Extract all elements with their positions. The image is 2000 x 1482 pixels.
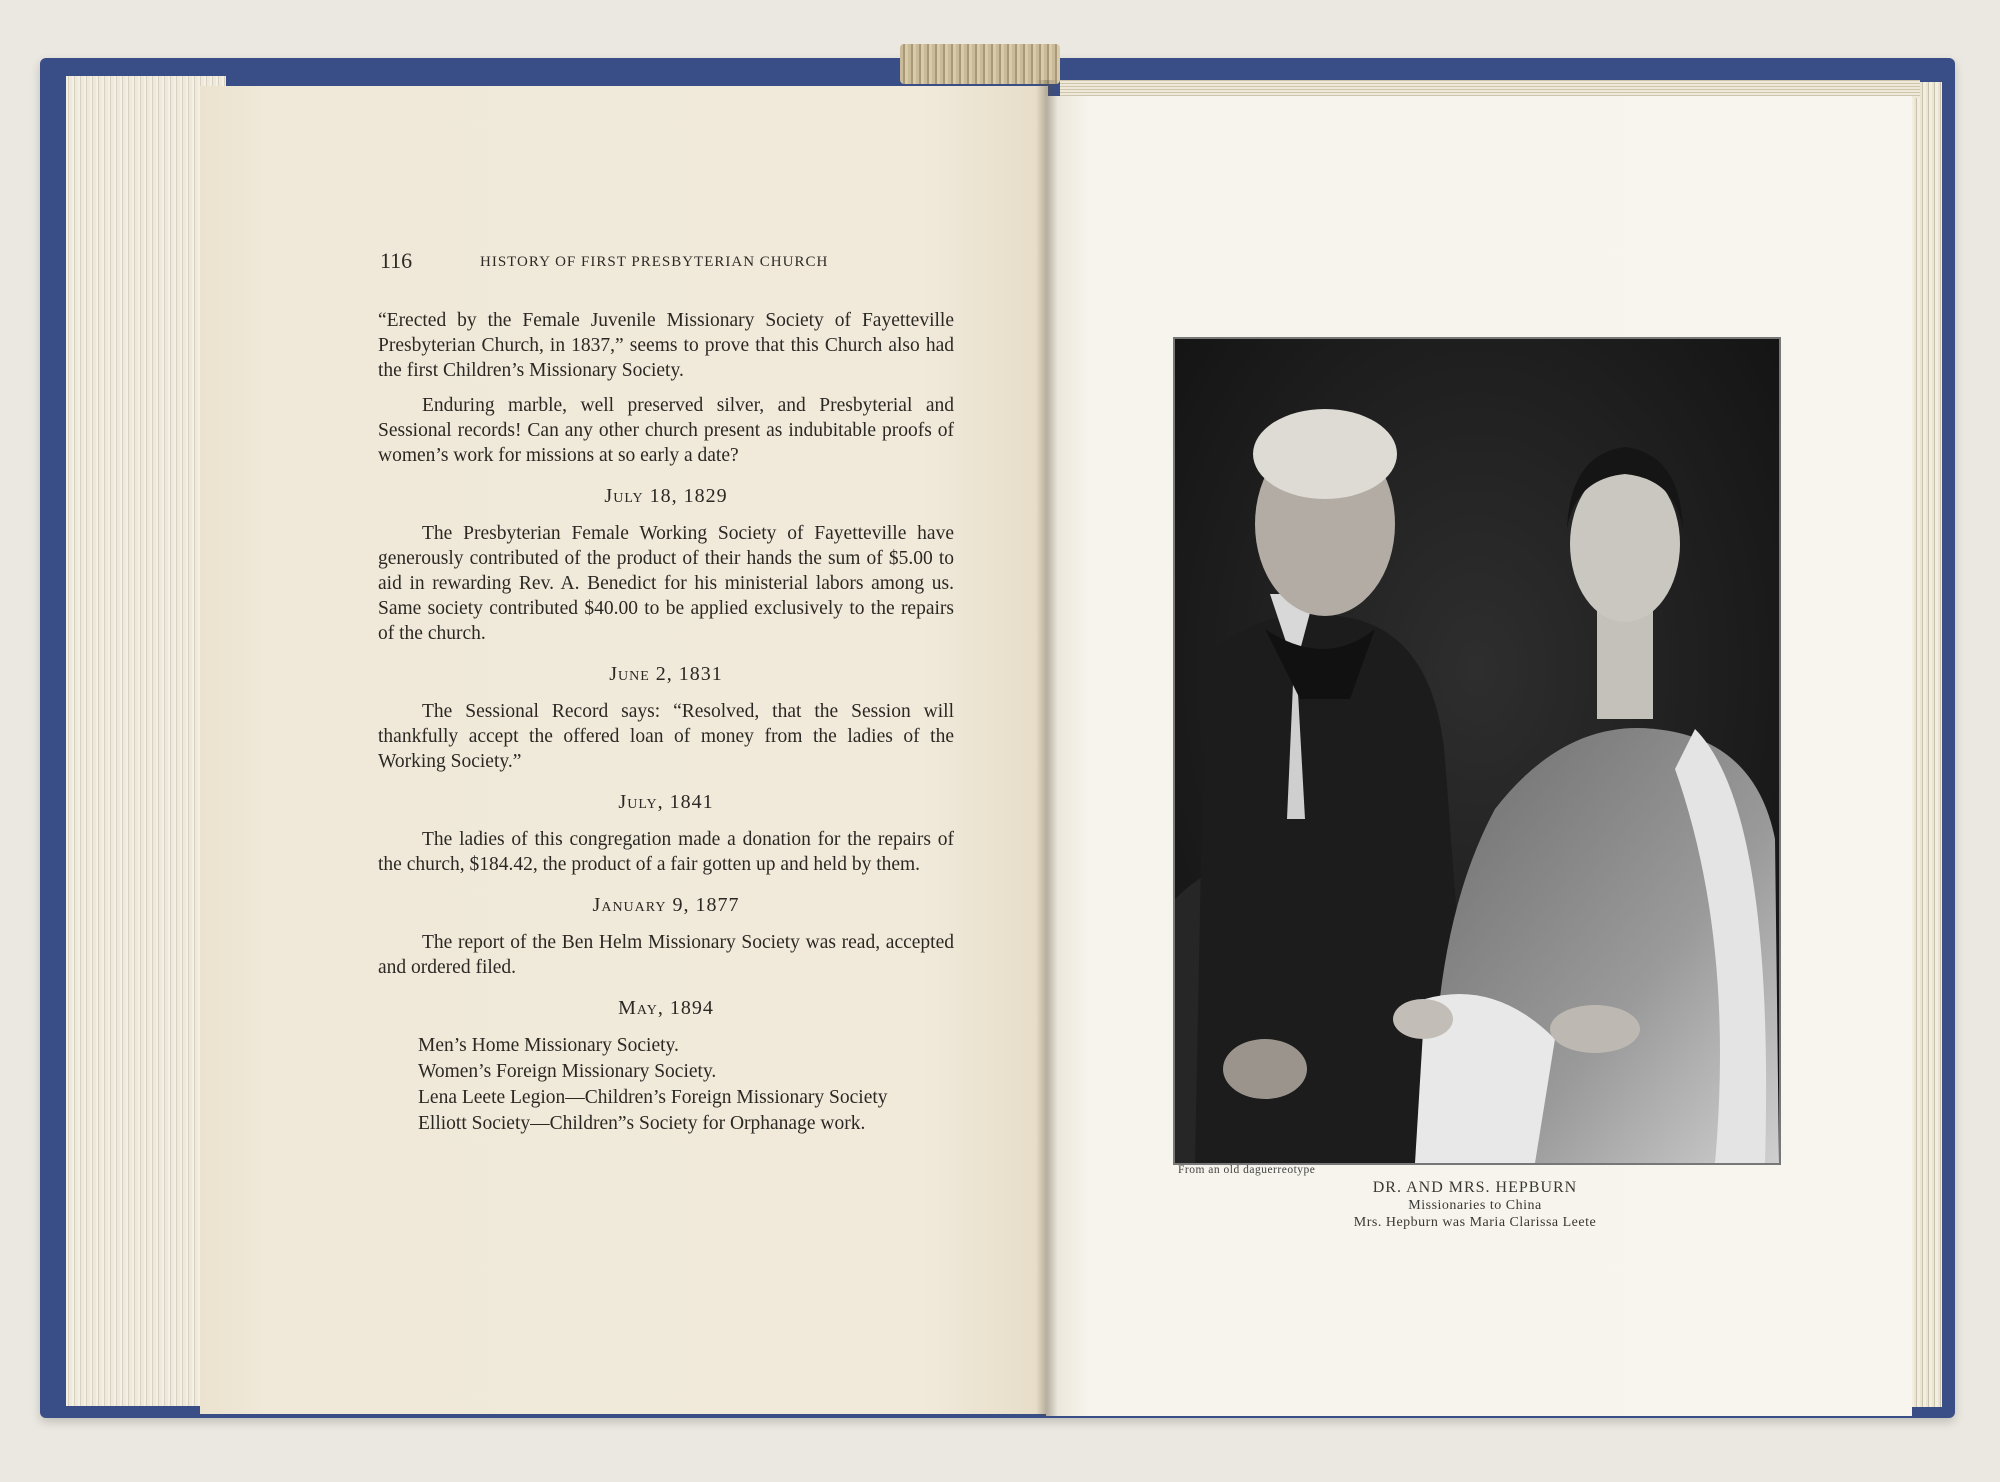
section-date: July 18, 1829 [604, 485, 728, 507]
section-date: May, 1894 [618, 997, 714, 1019]
section-date: June 2, 1831 [609, 663, 723, 685]
portrait-illustration [1175, 339, 1779, 1163]
paragraph: “Erected by the Female Juvenile Missionary Society of Fayetteville Presbyterian Church, in 1837,” seems to prove that this Church also had the first Children’s Missionary Society. [378, 310, 954, 381]
photo-credit: From an old daguerreotype [1178, 1164, 1316, 1176]
book-gutter [1036, 80, 1058, 1416]
man-hand [1223, 1039, 1307, 1099]
caption-title: DR. AND MRS. HEPBURN [1372, 1179, 1578, 1196]
running-header [380, 248, 960, 278]
book-spine-top [900, 44, 1060, 84]
list-item: Lena Leete Legion—Children’s Foreign Missionary Society [418, 1087, 888, 1108]
woman-head [1570, 466, 1680, 622]
section-date: July, 1841 [618, 791, 714, 813]
page-number: 116 [380, 248, 413, 273]
paragraph: Enduring marble, well preserved silver, and Presbyterial and Sessional records! Can any other church present as indubitable proofs of women’s work for missions at so early a date? [378, 395, 954, 466]
section-text: The Presbyterian Female Working Society of Fayetteville have generously contributed of the product of their hands the sum of $5.00 to aid in rewarding Rev. A. Benedict for his ministerial labors among us. Same society contributed $40.00 to be applied exclusively to the repairs of the church. [378, 523, 954, 644]
left-page-text [378, 308, 954, 1137]
list-item: Women’s Foreign Missionary Society. [418, 1061, 717, 1082]
section-date: January 9, 1877 [592, 894, 740, 916]
caption-subtitle: Missionaries to China [1408, 1198, 1542, 1213]
list-item: Men’s Home Missionary Society. [418, 1035, 679, 1056]
photo-caption [1173, 1178, 1777, 1231]
caption-note: Mrs. Hepburn was Maria Clarissa Leete [1353, 1215, 1597, 1230]
header-title: HISTORY OF FIRST PRESBYTERIAN CHURCH [480, 254, 829, 270]
section-text: The Sessional Record says: “Resolved, that the Session will thankfully accept the offered loan of money from the ladies of the Working Society.” [378, 701, 954, 772]
society-list [418, 1033, 954, 1137]
section-text: The report of the Ben Helm Missionary Society was read, accepted and ordered filed. [378, 932, 954, 978]
list-item: Elliott Society—Children”s Society for Orphanage work. [418, 1113, 866, 1134]
section-text: The ladies of this congregation made a donation for the repairs of the church, $184.42, the product of a fair gotten up and held by them. [378, 829, 954, 875]
woman-hands [1550, 1005, 1640, 1053]
daguerreotype-photo [1173, 337, 1781, 1165]
